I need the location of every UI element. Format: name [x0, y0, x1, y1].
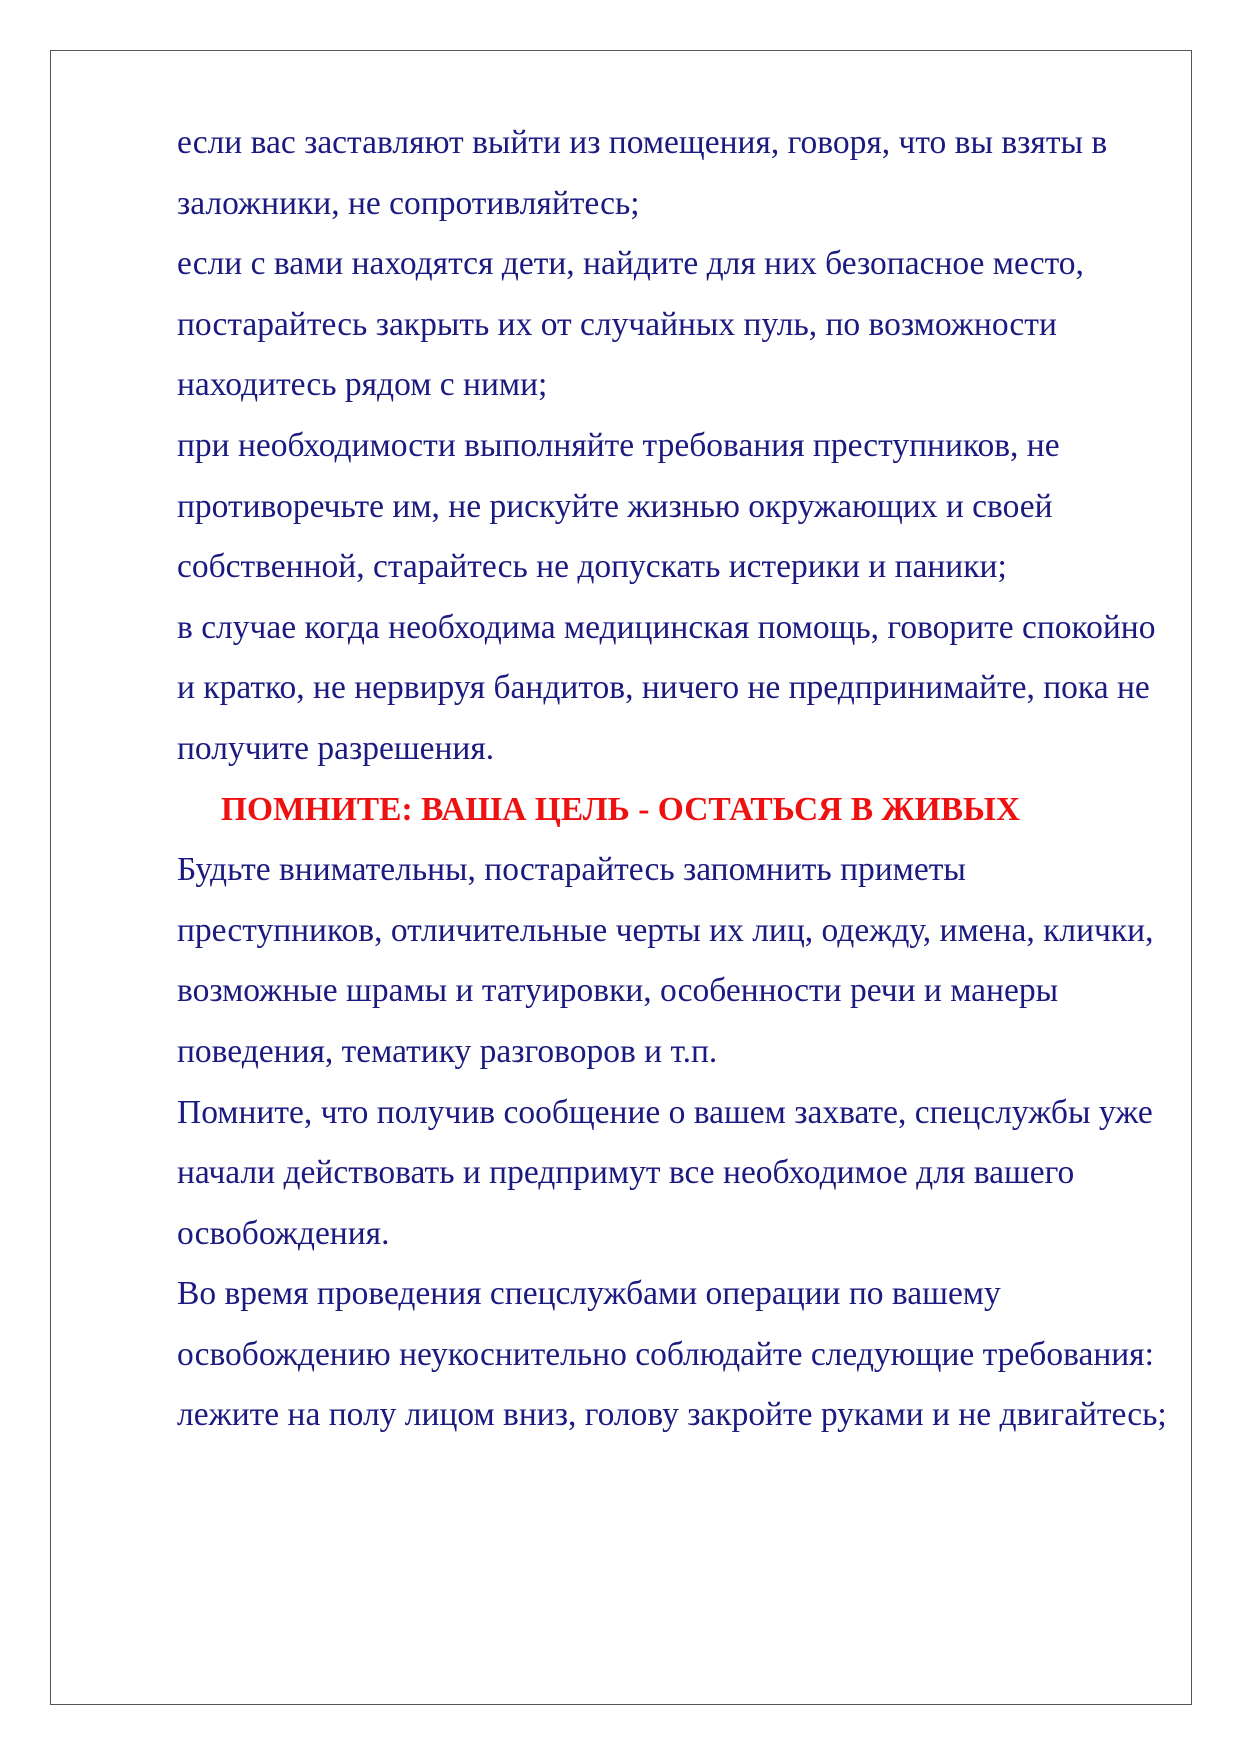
paragraph-special-services: Помните, что получив сообщение о вашем захвате, спецслужбы уже начали действовать и предпримут все необходимое для вашего освобождения.	[177, 1093, 1153, 1252]
paragraph-lie-down: лежите на полу лицом вниз, голову закройте руками и не двигайтесь;	[177, 1396, 1167, 1434]
document-body	[177, 113, 1167, 1446]
paragraph-follow-demands: при необходимости выполняйте требования преступников, не противоречьте им, не рискуйте жизнью окружающих и своей собственной, старайтесь не допускать истерики и паники;	[177, 426, 1060, 586]
paragraph-medical-help: в случае когда необходима медицинская помощь, говорите спокойно и кратко, не нервируя бандитов, ничего не предпринимайте, пока не получите разрешения.	[177, 608, 1156, 767]
paragraph-children: если с вами находятся дети, найдите для них безопасное место, постарайтесь закрыть их от случайных пуль, по возможности находитесь рядом с ними;	[177, 245, 1084, 404]
paragraph-leave-room: если вас заставляют выйти из помещения, говоря, что вы взяты в заложники, не сопротивляйтесь;	[177, 124, 1108, 222]
paragraph-remember-features: Будьте внимательны, постарайтесь запомнить приметы преступников, отличительные черты их лиц, одежду, имена, клички, возможные шрамы и татуировки, особенности речи и манеры поведения, тематику разговоров и т.п.	[177, 851, 1154, 1070]
paragraph-operation-requirements: Во время проведения спецслужбами операции по вашему освобождению неукоснительно соблюдайте следующие требования:	[177, 1275, 1154, 1373]
warning-heading: ПОМНИТЕ: ВАША ЦЕЛЬ - ОСТАТЬСЯ В ЖИВЫХ	[220, 790, 1021, 828]
